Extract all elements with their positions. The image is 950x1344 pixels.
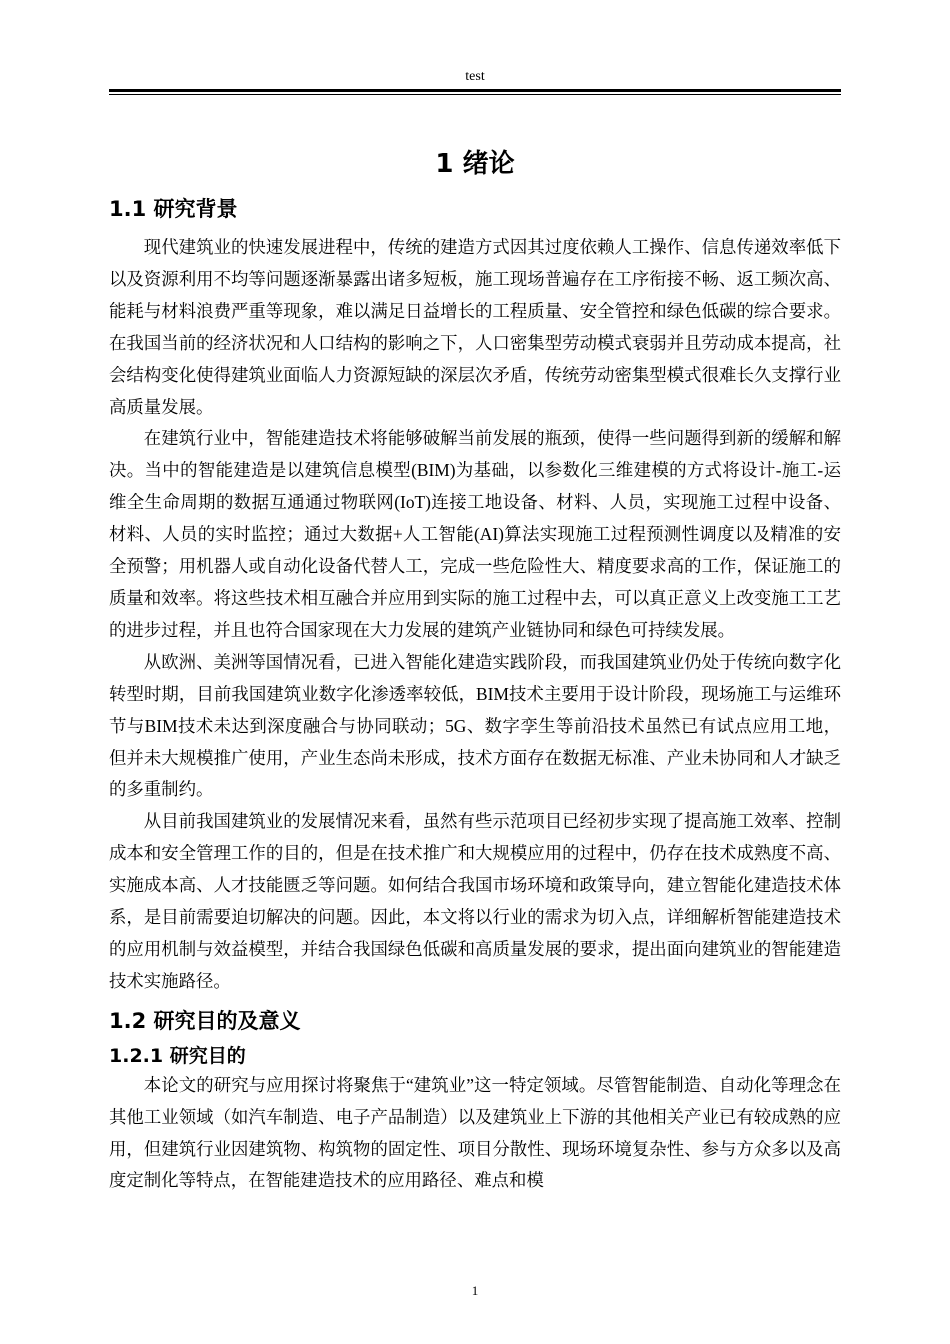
page-number: 1	[471, 1283, 479, 1298]
header-rule-thin	[109, 94, 841, 95]
section-heading-1-2: 1.2 研究目的及意义	[109, 1008, 301, 1033]
paragraph: 从目前我国建筑业的发展情况来看，虽然有些示范项目已经初步实现了提高施工效率、控制成本和安全管理工作的目的，但是在技术推广和大规模应用的过程中，仍存在技术成熟度不高、实施成本高、人才技能匮乏等问题。如何结合我国市场环境和政策导向，建立智能化建造技术体系，是目前需要迫切解决的问题。因此，本文将以行业的需求为切入点，详细解析智能建造技术的应用机制与效益模型，并结合我国绿色低碳和高质量发展的要求，提出面向建筑业的智能建造技术实施路径。	[109, 811, 841, 991]
paragraph: 从欧洲、美洲等国情况看，已进入智能化建造实践阶段，而我国建筑业仍处于传统向数字化转型时期，目前我国建筑业数字化渗透率较低，BIM技术主要用于设计阶段，现场施工与运维环节与BIM技术未达到深度融合与协同联动；5G、数字孪生等前沿技术虽然已有试点应用工地，但并未大规模推广使用，产业生态尚未形成，技术方面存在数据无标准、产业未协同和人才缺乏的多重制约。	[109, 651, 841, 800]
subsection-heading-1-2-1: 1.2.1 研究目的	[109, 1044, 246, 1067]
section-heading-1-1: 1.1 研究背景	[109, 197, 238, 221]
paragraph: 本论文的研究与应用探讨将聚焦于“建筑业”这一特定领域。尽管智能制造、自动化等理念在其他工业领域（如汽车制造、电子产品制造）以及建筑业上下游的其他相关产业已有较成熟的应用，但建筑行业因建筑物、构筑物的固定性、项目分散性、现场环境复杂性、参与方众多以及高度定制化等特点，在智能建造技术的应用路径、难点和模	[109, 1074, 841, 1191]
paragraph: 现代建筑业的快速发展进程中，传统的建造方式因其过度依赖人工操作、信息传递效率低下以及资源利用不均等问题逐渐暴露出诸多短板，施工现场普遍存在工序衔接不畅、返工频次高、能耗与材料浪费严重等现象，难以满足日益增长的工程质量、安全管控和绿色低碳的综合要求。在我国当前的经济状况和人口结构的影响之下，人口密集型劳动模式衰弱并且劳动成本提高，社会结构变化使得建筑业面临人力资源短缺的深层次矛盾，传统劳动密集型模式很难长久支撑行业高质量发展。	[109, 237, 841, 417]
header-rule-thick	[109, 89, 841, 92]
paragraph: 在建筑行业中，智能建造技术将能够破解当前发展的瓶颈，使得一些问题得到新的缓解和解决。当中的智能建造是以建筑信息模型(BIM)为基础，以参数化三维建模的方式将设计-施工-运维全生命周期的数据互通通过物联网(IoT)连接工地设备、材料、人员，实现施工过程中设备、材料、人员的实时监控；通过大数据+人工智能(AI)算法实现施工过程预测性调度以及精准的安全预警；用机器人或自动化设备代替人工，完成一些危险性大、精度要求高的工作，保证施工的质量和效率。将这些技术相互融合并应用到实际的施工过程中去，可以真正意义上改变施工工艺的进步过程，并且也符合国家现在大力发展的建筑产业链协同和绿色可持续发展。	[109, 428, 841, 640]
running-header: test	[465, 69, 485, 84]
chapter-title: 1 绪论	[435, 149, 515, 179]
page-body	[109, 140, 841, 1197]
